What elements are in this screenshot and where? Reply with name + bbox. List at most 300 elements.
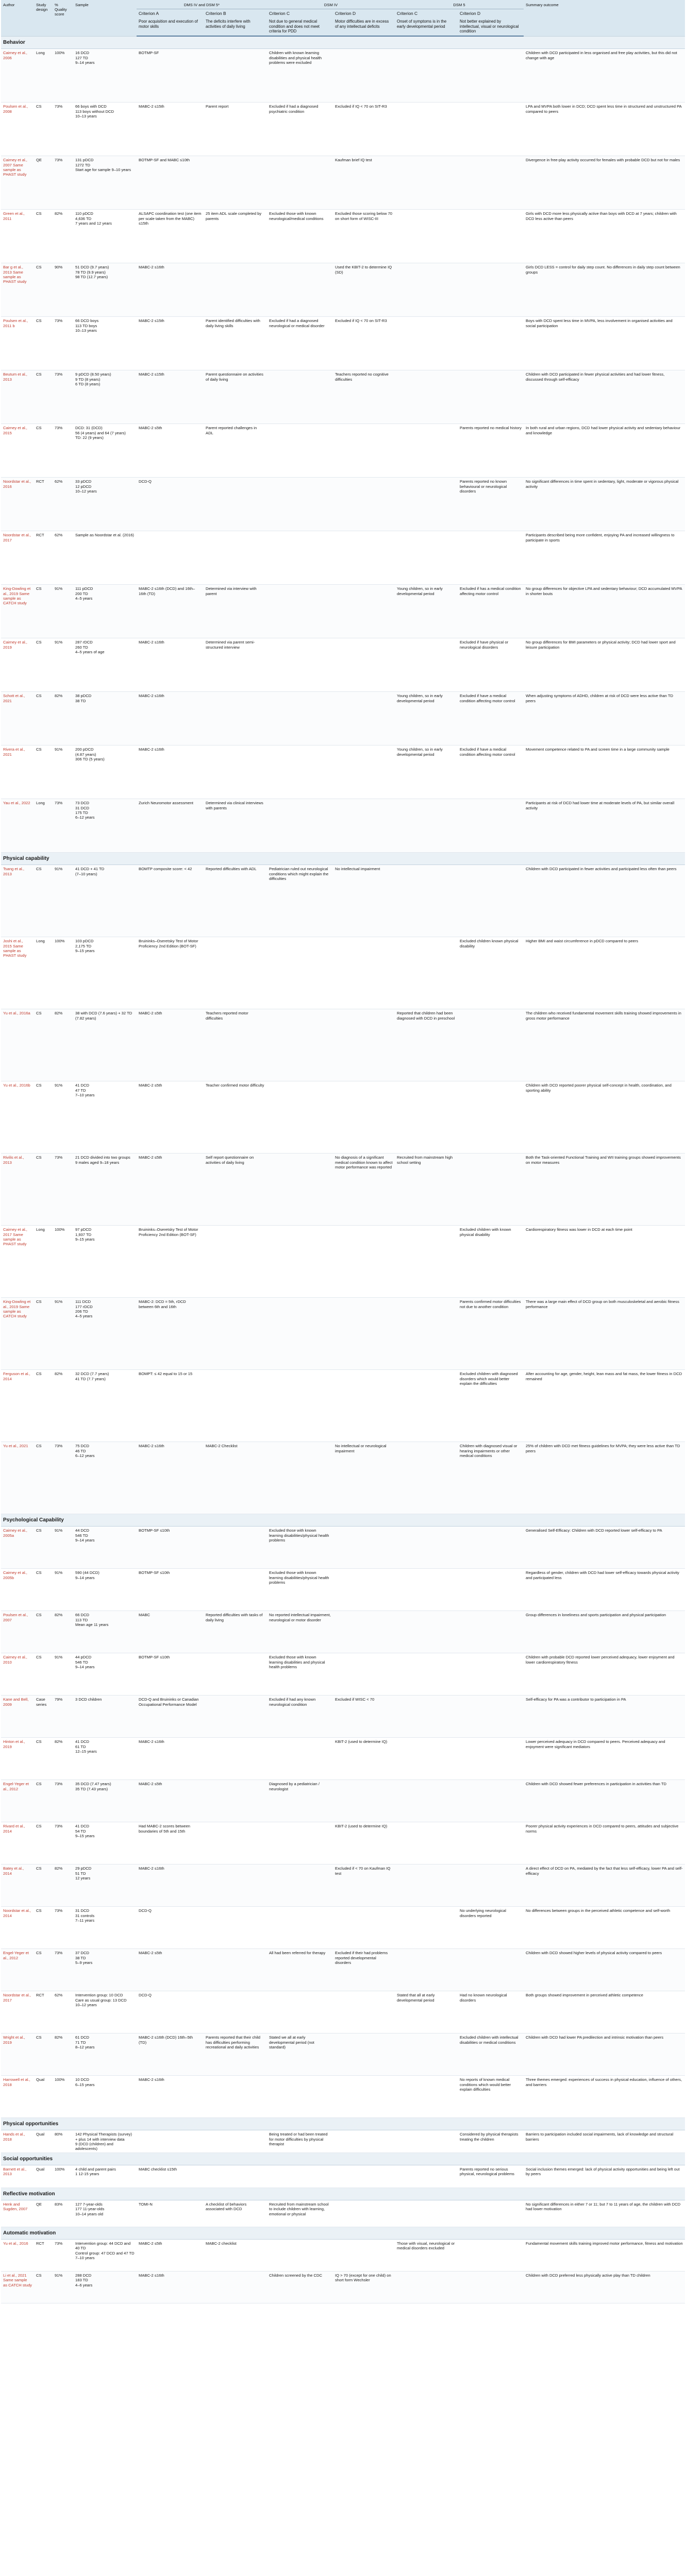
dsm4-criterion-c-cell: Being treated or had been treated for motor difficulties by physical therapist	[267, 2130, 333, 2153]
summary-cell: Children with DCD showed fewer preferences in participation in activities than TD	[524, 1780, 685, 1822]
author-cell[interactable]: Cairney et al., 2005b	[1, 1569, 34, 1611]
table-row	[1, 2240, 685, 2272]
summary-cell: After accounting for age, gender, height, lean mass and fat mass, the lower fitness in DCD remained	[524, 1370, 685, 1442]
dsm4-criterion-c-cell: Children with known learning disabilities and physical health problems were excluded	[267, 49, 333, 103]
criterion-a-cell: MABC-2 ≤16th	[137, 263, 204, 317]
criterion-b-cell	[204, 1907, 267, 1949]
table-row	[1, 1442, 685, 1514]
design-cell: CS	[34, 370, 53, 424]
dsm4-criterion-c-cell: Excluded if had a diagnosed psychiatric condition	[267, 103, 333, 156]
dsm4-criterion-d-cell: No diagnosis of a significant medical condition known to affect motor performance was reported	[333, 1154, 395, 1226]
author-cell[interactable]: Noordstar et al., 2017	[1, 531, 34, 585]
dsm4-criterion-c-cell	[267, 1442, 333, 1514]
table-row	[1, 1865, 685, 1907]
design-cell: CS	[34, 1780, 53, 1822]
criterion-b-cell	[204, 2130, 267, 2153]
summary-cell: Higher BMI and waist circumference in pDCD compared to peers	[524, 937, 685, 1009]
dsm5-criterion-c-cell	[395, 1696, 458, 1738]
dsm5-criterion-d-cell: Parents reported no medical history	[458, 424, 524, 478]
sample-cell: 37 DCD 38 TD 5–9 years	[73, 1949, 137, 1991]
criterion-b-cell	[204, 692, 267, 745]
col-criterion-a-desc: Poor acquisition and execution of motor skills	[137, 18, 204, 36]
dsm4-criterion-c-cell: Children screened by the CDC	[267, 2272, 333, 2303]
dsm5-criterion-c-cell	[395, 263, 458, 317]
quality-cell: 73%	[53, 1442, 73, 1514]
table-row	[1, 103, 685, 156]
dsm5-criterion-d-cell	[458, 1696, 524, 1738]
dsm5-criterion-d-cell: Parents reported no serious physical, neurological problems	[458, 2165, 524, 2188]
sample-cell: 590 (44 DCD) 9–14 years	[73, 1569, 137, 1611]
author-cell[interactable]: Engel-Yeger et al., 2012	[1, 1780, 34, 1822]
author-cell[interactable]: Poulsen et al., 2011 b	[1, 317, 34, 370]
section-header	[1, 2188, 685, 2200]
table-row	[1, 2033, 685, 2076]
criterion-a-cell: DCD-Q	[137, 478, 204, 531]
table-row	[1, 1527, 685, 1569]
sample-cell: 35 DCD (7.47 years) 35 TD (7.43 years)	[73, 1780, 137, 1822]
section-header	[1, 2227, 685, 2240]
criterion-b-cell	[204, 1653, 267, 1696]
dsm5-criterion-d-cell	[458, 1527, 524, 1569]
design-cell: Long	[34, 799, 53, 853]
dsm4-criterion-c-cell	[267, 1226, 333, 1298]
sample-cell: 61 DCD 71 TD 8–12 years	[73, 2033, 137, 2076]
col-group-dsm5: DSM 5	[395, 0, 524, 9]
dsm5-criterion-d-cell	[458, 1822, 524, 1865]
dsm5-criterion-d-cell: Had no known neurological disorders	[458, 1991, 524, 2033]
dsm4-criterion-c-cell	[267, 1738, 333, 1780]
sample-cell: 41 DCD 47 TD 7–10 years	[73, 1081, 137, 1154]
design-cell: Qual	[34, 2130, 53, 2153]
dsm4-criterion-c-cell	[267, 2165, 333, 2188]
design-cell: CS	[34, 317, 53, 370]
quality-cell: 73%	[53, 1822, 73, 1865]
summary-cell: Regardless of gender, children with DCD had lower self-efficacy towards physical activity and participated less	[524, 1569, 685, 1611]
summary-cell: Children with DCD showed higher levels of physical activity compared to peers	[524, 1949, 685, 1991]
dsm5-criterion-c-cell	[395, 156, 458, 210]
dsm5-criterion-c-cell: Stated that all at early developmental period	[395, 1991, 458, 2033]
summary-cell: Group differences in loneliness and sports participation and physical participation	[524, 1611, 685, 1653]
design-cell: CS	[34, 2272, 53, 2303]
dsm5-criterion-c-cell	[395, 937, 458, 1009]
quality-cell: 91%	[53, 1081, 73, 1154]
dsm5-criterion-d-cell	[458, 1569, 524, 1611]
author-cell[interactable]: Noordstar et al., 2017	[1, 1991, 34, 2033]
table-body	[1, 36, 685, 2303]
author-cell[interactable]: Ferguson et al., 2014	[1, 1370, 34, 1442]
sample-cell: 66 DCD 113 TD Mean age 11 years	[73, 1611, 137, 1653]
table-row	[1, 2130, 685, 2153]
author-cell[interactable]: Batey et al., 2014	[1, 1865, 34, 1907]
criterion-a-cell: MABC-2: DCD = 5th, rDCD between 6th and 16th	[137, 1298, 204, 1370]
criterion-b-cell	[204, 2272, 267, 2303]
dsm4-criterion-d-cell	[333, 1991, 395, 2033]
quality-cell: 82%	[53, 210, 73, 263]
dsm5-criterion-c-cell	[395, 1298, 458, 1370]
dsm5-criterion-c-cell	[395, 317, 458, 370]
criterion-b-cell	[204, 1865, 267, 1907]
dsm5-criterion-d-cell: No underlying neurological disorders reported	[458, 1907, 524, 1949]
author-cell[interactable]: Beutum et al., 2013	[1, 370, 34, 424]
quality-cell: 73%	[53, 370, 73, 424]
criterion-a-cell: ALSAPC coordination test (one item per scale taken from the MABC) ≤15th	[137, 210, 204, 263]
quality-cell: 62%	[53, 1991, 73, 2033]
table-row	[1, 585, 685, 638]
design-cell: Long	[34, 49, 53, 103]
summary-cell: When adjusting symptoms of ADHD, children at risk of DCD were less active than TD peers	[524, 692, 685, 745]
table-row	[1, 370, 685, 424]
dsm4-criterion-c-cell	[267, 370, 333, 424]
dsm5-criterion-c-cell	[395, 865, 458, 937]
sample-cell: 3 DCD children	[73, 1696, 137, 1738]
dsm4-criterion-d-cell: KBIT-2 (used to determine IQ)	[333, 1738, 395, 1780]
author-cell[interactable]: Rivard et al., 2014	[1, 1822, 34, 1865]
design-cell: CS	[34, 585, 53, 638]
criterion-b-cell: Teachers reported motor difficulties	[204, 1009, 267, 1081]
dsm5-criterion-c-cell	[395, 1780, 458, 1822]
quality-cell: 82%	[53, 1611, 73, 1653]
dsm4-criterion-c-cell	[267, 1370, 333, 1442]
dsm5-criterion-c-cell: Recruited from mainstream high school setting	[395, 1154, 458, 1226]
summary-cell: Cardiorespiratory fitness was lower in DCD at each time point	[524, 1226, 685, 1298]
col-criterion-a: Criterion A	[137, 9, 204, 18]
design-cell: CS	[34, 1738, 53, 1780]
author-cell[interactable]: Yu et al., 2016	[1, 2240, 34, 2272]
sample-cell: 110 pDCD 4,636 TD 7 years and 12 years	[73, 210, 137, 263]
summary-cell: Social inclusion themes emerged: lack of physical activity opportunities and being left out by peers	[524, 2165, 685, 2188]
dsm4-criterion-c-cell: Excluded if had a diagnosed neurological or medical disorder	[267, 317, 333, 370]
dsm5-criterion-d-cell: Excluded if have a medical condition affecting motor control	[458, 692, 524, 745]
summary-cell: Poorer physical activity experiences in DCD compared to peers, attitudes and subjective norms	[524, 1822, 685, 1865]
criterion-b-cell: Reported difficulties with ADL	[204, 865, 267, 937]
author-cell[interactable]: Green et al., 2011	[1, 210, 34, 263]
quality-cell: 100%	[53, 1226, 73, 1298]
criterion-b-cell: MABC-2 Checklist	[204, 1442, 267, 1514]
dsm4-criterion-c-cell	[267, 1154, 333, 1226]
summary-cell: Participants described being more confident, enjoying PA and increased willingness to participate in sports	[524, 531, 685, 585]
sample-cell: 131 pDCD 1272 TD Start age for sample 9–10 years	[73, 156, 137, 210]
table-row	[1, 156, 685, 210]
table-row	[1, 1991, 685, 2033]
sample-cell: 142 Physical Therapists (survey) + plus 14 with interview data 9 (DCD (children) and adolescents)	[73, 2130, 137, 2153]
table-row	[1, 2272, 685, 2303]
author-cell[interactable]: Yu et al., 2016a	[1, 1009, 34, 1081]
sample-cell: 33 pDCD 12 pDCD 10–12 years	[73, 478, 137, 531]
criterion-b-cell	[204, 2076, 267, 2118]
dsm5-criterion-d-cell	[458, 1780, 524, 1822]
quality-cell: 73%	[53, 103, 73, 156]
table-row	[1, 937, 685, 1009]
author-cell[interactable]: Cairney et al., 2015	[1, 424, 34, 478]
author-cell[interactable]: Barnett et al., 2013	[1, 2165, 34, 2188]
summary-cell: The children who received fundamental movement skills training showed improvements in gross motor performance	[524, 1009, 685, 1081]
summary-cell: There was a large main effect of DCD group on both musculoskeletal and aerobic fitness performance	[524, 1298, 685, 1370]
author-cell[interactable]: Schott et al., 2021	[1, 692, 34, 745]
sample-cell: 41 DCD 54 TD 9–15 years	[73, 1822, 137, 1865]
criterion-b-cell	[204, 1738, 267, 1780]
sample-cell: 44 pDCD 546 TD 9–14 years	[73, 1653, 137, 1696]
dsm4-criterion-c-cell: Excluded if had any known neurological condition	[267, 1696, 333, 1738]
table-row	[1, 1822, 685, 1865]
criterion-a-cell: MABC-2 ≤15th	[137, 317, 204, 370]
design-cell: CS	[34, 1442, 53, 1514]
criterion-a-cell: MABC-2 ≤16th	[137, 745, 204, 799]
sample-cell: 66 boys with DCD 113 boys without DCD 10–13 years	[73, 103, 137, 156]
quality-cell: 73%	[53, 1949, 73, 1991]
table-row	[1, 424, 685, 478]
dsm4-criterion-d-cell	[333, 1780, 395, 1822]
dsm5-criterion-c-cell	[395, 1442, 458, 1514]
quality-cell: 73%	[53, 799, 73, 853]
dsm4-criterion-d-cell: Used the KBIT-2 to determine IQ (SD)	[333, 263, 395, 317]
dsm5-criterion-c-cell	[395, 638, 458, 692]
table-row	[1, 638, 685, 692]
summary-cell: Children with DCD preferred less physically active play than TD children	[524, 2272, 685, 2303]
criterion-a-cell: BOTMP-SF and MABC ≤10th	[137, 156, 204, 210]
author-cell[interactable]: Tsang et al., 2013	[1, 865, 34, 937]
table-row	[1, 1081, 685, 1154]
summary-cell: Boys with DCD spent less time in MVPA, less involvement in organised activities and social participation	[524, 317, 685, 370]
author-cell[interactable]: Cairney et al., 2017 Same sample as PHAST study	[1, 1226, 34, 1298]
dsm5-criterion-d-cell	[458, 49, 524, 103]
design-cell: CS	[34, 1865, 53, 1907]
author-cell[interactable]: Noordstar et al., 2016	[1, 478, 34, 531]
quality-cell: 79%	[53, 1696, 73, 1738]
dsm4-criterion-d-cell: Excluded if IQ < 70 on SIT-R3	[333, 103, 395, 156]
author-cell[interactable]: Bar g et al., 2013 Same sample as PHAST study	[1, 263, 34, 317]
table-row	[1, 1949, 685, 1991]
author-cell[interactable]: Henk and Sugden, 2007	[1, 2200, 34, 2227]
dsm4-criterion-d-cell	[333, 1569, 395, 1611]
summary-cell: Girls DCD LESS = control for daily step count. No differences in daily step count between groups	[524, 263, 685, 317]
design-cell: CS	[34, 1081, 53, 1154]
criterion-a-cell: BOMPT: ≤ 42 equal to 15 or 15	[137, 1370, 204, 1442]
sample-cell: Intervention group: 10 DCD Care as usual group: 13 DCD 10–12 years	[73, 1991, 137, 2033]
criterion-a-cell: Had MABC-2 scores between boundaries of 5th and 15th	[137, 1822, 204, 1865]
criterion-b-cell	[204, 1226, 267, 1298]
summary-cell: Children with DCD participated in fewer physical activities and had lower fitness, discussed through self-efficacy	[524, 370, 685, 424]
author-cell[interactable]: Li et al., 2021 Same sample as CATCH study	[1, 2272, 34, 2303]
quality-cell: 100%	[53, 2076, 73, 2118]
author-cell[interactable]: Poulsen et al., 2008	[1, 103, 34, 156]
author-cell[interactable]: Joshi et al., 2015 Same sample as PHAST study	[1, 937, 34, 1009]
sample-cell: 10 DCD 6–15 years	[73, 2076, 137, 2118]
dsm5-criterion-c-cell	[395, 424, 458, 478]
dsm4-criterion-c-cell: Recruited from mainstream school to include children with learning, emotional or physical	[267, 2200, 333, 2227]
quality-cell: 80%	[53, 2130, 73, 2153]
col-quality: % Quality score	[53, 0, 73, 36]
author-cell[interactable]: Hinton et al., 2019	[1, 1738, 34, 1780]
col-criterion-b-desc: The deficits interfere with activities of daily living	[204, 18, 267, 36]
author-cell[interactable]: Yau et al., 2022	[1, 799, 34, 853]
dsm4-criterion-c-cell: Excluded those with known learning disabilities and physical health problems	[267, 1653, 333, 1696]
col-dsm5-criterion-c: Criterion C	[395, 9, 458, 18]
dsm5-criterion-d-cell: Excluded children with diagnosed disorders which would better explain the difficulties	[458, 1370, 524, 1442]
dsm5-criterion-c-cell	[395, 1081, 458, 1154]
criterion-b-cell	[204, 156, 267, 210]
table-row	[1, 2165, 685, 2188]
col-summary: Summary outcome	[524, 0, 685, 36]
design-cell: RCT	[34, 1991, 53, 2033]
criterion-a-cell: MABC checklist ≤15th	[137, 2165, 204, 2188]
dsm5-criterion-c-cell	[395, 1527, 458, 1569]
criterion-a-cell: BOTMP-SF ≤10th	[137, 1569, 204, 1611]
dsm4-criterion-d-cell	[333, 638, 395, 692]
author-cell[interactable]: Yu et al., 2021	[1, 1442, 34, 1514]
summary-cell: Participants at risk of DCD had lower time at moderate levels of PA, but similar overall activity	[524, 799, 685, 853]
author-cell[interactable]: Cairney et al., 2007 Same sample as PHAST study	[1, 156, 34, 210]
author-cell[interactable]: Yu et al., 2016b	[1, 1081, 34, 1154]
dsm4-criterion-d-cell	[333, 1653, 395, 1696]
sample-cell: 21 DCD divided into two groups 9 males aged 9–18 years	[73, 1154, 137, 1226]
table-row	[1, 1780, 685, 1822]
quality-cell: 62%	[53, 478, 73, 531]
summary-cell: No differences between groups in the perceived athletic competence and self-worth	[524, 1907, 685, 1949]
design-cell: QE	[34, 156, 53, 210]
sample-cell: DCD: 31 (DCD) 56 (4 years) and 64 (7 years) TD: 22 (9 years)	[73, 424, 137, 478]
col-dsm5-criterion-d-desc: Not better explained by intellectual, visual or neurological condition	[458, 18, 524, 36]
author-cell[interactable]: King-Dowling et al., 2019 Same sample as CATCH study	[1, 1298, 34, 1370]
design-cell: CS	[34, 103, 53, 156]
author-cell[interactable]: Cairney et al., 2019	[1, 638, 34, 692]
dsm4-criterion-c-cell	[267, 937, 333, 1009]
author-cell[interactable]: Cairney et al., 2006	[1, 49, 34, 103]
design-cell: Qual	[34, 2165, 53, 2188]
sample-cell: 66 DCD boys 113 TD boys 10–13 years	[73, 317, 137, 370]
table-row	[1, 1653, 685, 1696]
criterion-a-cell	[137, 531, 204, 585]
design-cell: Case series	[34, 1696, 53, 1738]
dsm4-criterion-d-cell	[333, 478, 395, 531]
sample-cell: 288 DCD 183 TD 4–6 years	[73, 2272, 137, 2303]
quality-cell: 91%	[53, 865, 73, 937]
sample-cell: 44 DCD 546 TD 9–14 years	[73, 1527, 137, 1569]
dsm5-criterion-c-cell	[395, 2272, 458, 2303]
criterion-b-cell	[204, 745, 267, 799]
criterion-b-cell: Determined via interview with parent	[204, 585, 267, 638]
section-header	[1, 2153, 685, 2165]
criterion-a-cell: DCD-Q and Bruininks or Canadian Occupational Performance Model	[137, 1696, 204, 1738]
dsm4-criterion-d-cell: No intellectual impairment	[333, 865, 395, 937]
dsm4-criterion-d-cell	[333, 2165, 395, 2188]
table-row	[1, 1569, 685, 1611]
criterion-b-cell: Determined via parent semi-structured interview	[204, 638, 267, 692]
author-cell[interactable]: Harrowell et al., 2018	[1, 2076, 34, 2118]
criterion-b-cell: 25 item ADL scale completed by parents	[204, 210, 267, 263]
dsm5-criterion-d-cell	[458, 1949, 524, 1991]
table-row	[1, 865, 685, 937]
col-criterion-b: Criterion B	[204, 9, 267, 18]
criterion-a-cell: BOTMP-SF ≤10th	[137, 1653, 204, 1696]
design-cell: CS	[34, 638, 53, 692]
author-cell[interactable]: Hands et al., 2018	[1, 2130, 34, 2153]
criterion-a-cell: MABC-2 ≤5th	[137, 1780, 204, 1822]
author-cell[interactable]: Poulsen et al., 2007	[1, 1611, 34, 1653]
dsm5-criterion-d-cell	[458, 1738, 524, 1780]
dsm5-criterion-d-cell	[458, 317, 524, 370]
author-cell[interactable]: Kane and Bell, 2009	[1, 1696, 34, 1738]
criterion-a-cell: MABC-2 ≤16th (DCD) and 16th–16th (TD)	[137, 585, 204, 638]
dsm5-criterion-c-cell	[395, 2165, 458, 2188]
design-cell: CS	[34, 424, 53, 478]
dsm5-criterion-d-cell: Excluded if have physical or neurological disorders	[458, 638, 524, 692]
dsm5-criterion-c-cell	[395, 1907, 458, 1949]
criterion-a-cell: BOTMP-SF	[137, 49, 204, 103]
quality-cell: 82%	[53, 692, 73, 745]
design-cell: RCT	[34, 2240, 53, 2272]
summary-cell: Children with DCD participated in fewer activities and participated less often than peers	[524, 865, 685, 937]
dsm5-criterion-d-cell: Parents reported no known behavioural or neurological disorders	[458, 478, 524, 531]
criterion-a-cell: BOMTP composite score: < 42	[137, 865, 204, 937]
section-header	[1, 2118, 685, 2130]
design-cell: CS	[34, 2033, 53, 2076]
criterion-b-cell	[204, 1370, 267, 1442]
dsm5-criterion-c-cell	[395, 1653, 458, 1696]
criterion-a-cell: MABC-2 ≤5th	[137, 2240, 204, 2272]
dsm5-criterion-d-cell: Considered by physical therapists treating the children	[458, 2130, 524, 2153]
quality-cell: 73%	[53, 1907, 73, 1949]
quality-cell: 82%	[53, 1370, 73, 1442]
author-cell[interactable]: Rivera et al., 2021	[1, 745, 34, 799]
author-cell[interactable]: Cairney et al., 2010	[1, 1653, 34, 1696]
dsm5-criterion-c-cell	[395, 478, 458, 531]
dsm4-criterion-c-cell	[267, 1298, 333, 1370]
design-cell: CS	[34, 1569, 53, 1611]
sample-cell: 29 pDCD 51 TD 12 years	[73, 1865, 137, 1907]
design-cell: CS	[34, 692, 53, 745]
criterion-b-cell	[204, 1991, 267, 2033]
author-cell[interactable]: Engel-Yeger et al., 2012	[1, 1949, 34, 1991]
dsm5-criterion-d-cell: Parents confirmed motor difficulties not due to another condition	[458, 1298, 524, 1370]
quality-cell: 91%	[53, 745, 73, 799]
dsm4-criterion-c-cell	[267, 531, 333, 585]
criterion-b-cell: Parent questionnaire on activities of daily living	[204, 370, 267, 424]
criterion-a-cell: MABC-2 ≤16th	[137, 2076, 204, 2118]
criterion-b-cell	[204, 49, 267, 103]
quality-cell: 100%	[53, 49, 73, 103]
dsm5-criterion-d-cell: Excluded if has a medical condition affecting motor control	[458, 585, 524, 638]
dsm4-criterion-c-cell: Excluded those with known learning disabilities/physical health problems	[267, 1527, 333, 1569]
criterion-b-cell	[204, 1949, 267, 1991]
author-cell[interactable]: King-Dowling et al., 2019 Same sample as CATCH study	[1, 585, 34, 638]
table-row	[1, 478, 685, 531]
criterion-b-cell	[204, 263, 267, 317]
table-header	[1, 0, 685, 36]
criterion-a-cell: MABC-2 ≤16th	[137, 692, 204, 745]
author-cell[interactable]: Noordstar et al., 2014	[1, 1907, 34, 1949]
col-dsm4-criterion-d: Criterion D	[333, 9, 395, 18]
author-cell[interactable]: Wright et al., 2019	[1, 2033, 34, 2076]
criterion-b-cell	[204, 1780, 267, 1822]
author-cell[interactable]: Cairney et al., 2005a	[1, 1527, 34, 1569]
dsm4-criterion-d-cell	[333, 1370, 395, 1442]
col-group-dsm4: DSM IV	[267, 0, 395, 9]
dsm4-criterion-d-cell	[333, 49, 395, 103]
dsm5-criterion-c-cell	[395, 103, 458, 156]
dsm5-criterion-c-cell	[395, 210, 458, 263]
criterion-a-cell: TOMI-N	[137, 2200, 204, 2227]
author-cell[interactable]: Rivilis et al., 2013	[1, 1154, 34, 1226]
sample-cell: 4 child and parent pairs 1 12-15 years	[73, 2165, 137, 2188]
dsm5-criterion-d-cell: Excluded children with known physical disability	[458, 1226, 524, 1298]
col-dsm4-criterion-d-desc: Motor difficulties are in excess of any intellectual deficits	[333, 18, 395, 36]
sample-cell: 75 DCD 46 TD 6–12 years	[73, 1442, 137, 1514]
criterion-a-cell: MABC-2 ≤15th	[137, 103, 204, 156]
section-title: Automatic motivation	[1, 2227, 685, 2240]
dsm4-criterion-d-cell: KBIT-2 (used to determine IQ)	[333, 1822, 395, 1865]
section-title: Reflective motivation	[1, 2188, 685, 2200]
section-title: Psychological Capability	[1, 1514, 685, 1527]
